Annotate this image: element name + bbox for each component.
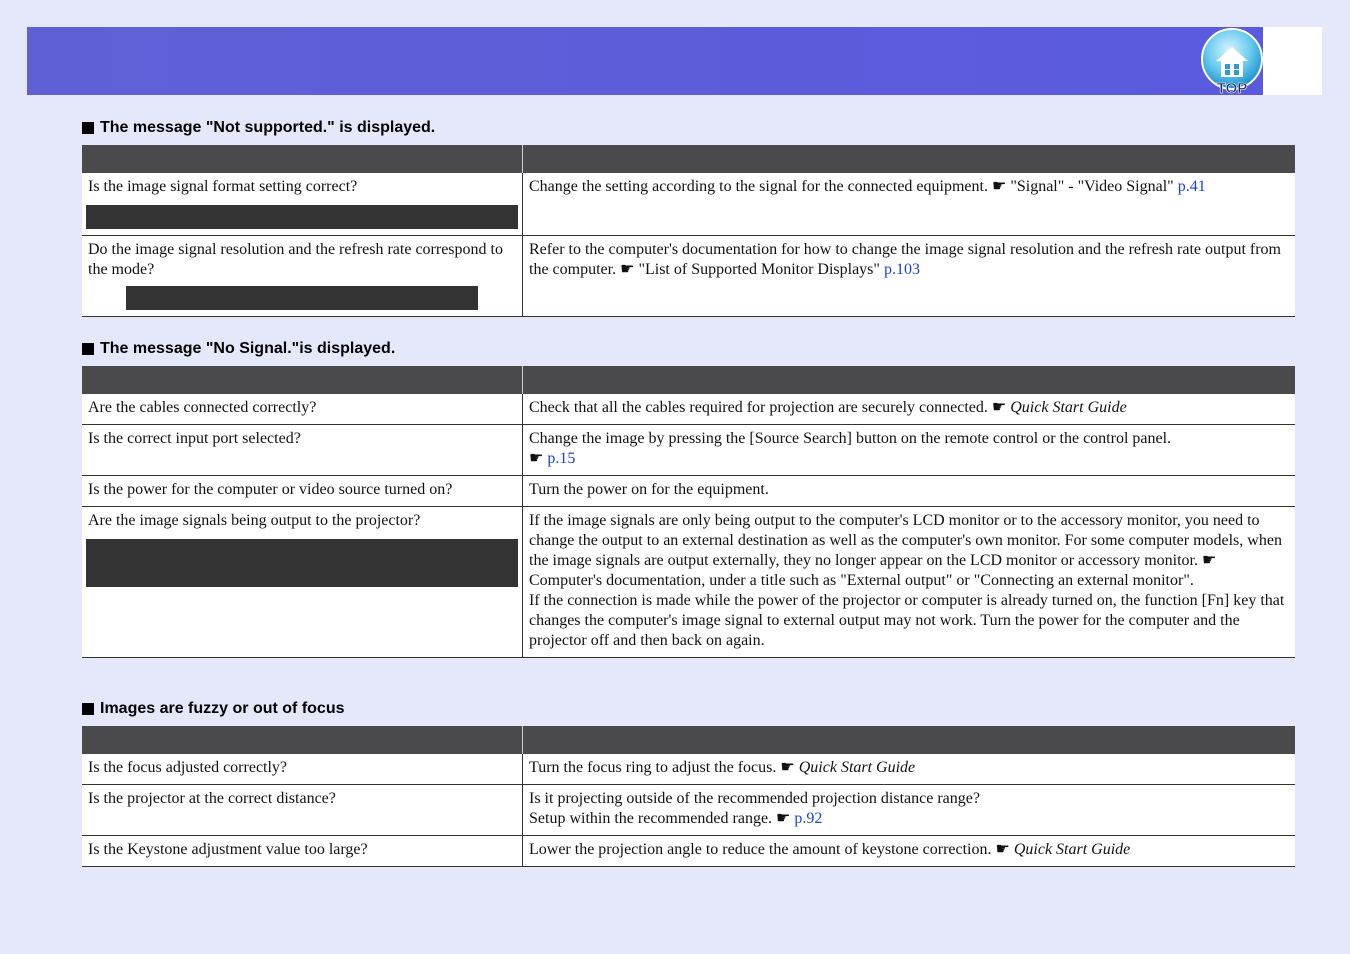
table-row (82, 754, 1295, 785)
section-title-not-supported (82, 119, 435, 137)
section-title-text: Images are fuzzy or out of focus (100, 700, 345, 717)
table-header-row (82, 145, 1295, 173)
check-cell (82, 785, 523, 836)
pointer-icon: ☛ (991, 178, 1007, 195)
check-text: Is the image signal format setting correct? (88, 178, 358, 195)
pointer-icon: ☛ (776, 810, 791, 827)
check-cell (82, 476, 523, 507)
remedy-reference: Computer's documentation, under a title such as "External output" or "Connecting an external monitor". (529, 572, 1194, 589)
section-title-fuzzy (82, 700, 344, 718)
pointer-icon: ☛ (995, 841, 1010, 858)
table-row (82, 173, 1295, 236)
note-bar (86, 205, 518, 229)
table-row (82, 836, 1295, 867)
page-link[interactable]: p.103 (883, 261, 920, 278)
remedy-text: Is it projecting outside of the recommended projection distance range? (529, 790, 980, 807)
remedy-text: Refer to the computer's documentation for how to change the image signal resolution and the refresh rate output from the computer. (529, 241, 1281, 278)
check-text: Is the correct input port selected? (88, 430, 301, 447)
guide-reference: Quick Start Guide (798, 759, 916, 776)
table-row (82, 476, 1295, 507)
check-text: Is the power for the computer or video source turned on? (88, 481, 453, 498)
note-bar (86, 539, 518, 587)
table-row (82, 507, 1295, 658)
square-bullet-icon (82, 703, 94, 715)
page-link[interactable]: p.92 (794, 810, 823, 827)
top-button[interactable] (1200, 27, 1264, 95)
remedy-cell (523, 836, 1296, 867)
table-fuzzy (82, 726, 1295, 867)
header-band (27, 27, 1263, 95)
square-bullet-icon (82, 343, 94, 355)
remedy-text: Turn the power on for the equipment. (529, 481, 769, 498)
remedy-text-extra: If the connection is made while the power of the projector or computer is already turned on, the function [Fn] key that changes the computer's image signal to external output may not work. Turn the power for the computer and the projector off and then back on again. (529, 592, 1285, 649)
remedy-text: Change the setting according to the signal for the connected equipment. (529, 178, 992, 195)
check-cell (82, 754, 523, 785)
remedy-cell (523, 425, 1296, 476)
check-cell (82, 394, 523, 425)
remedy-reference: "List of Supported Monitor Displays" (638, 261, 884, 278)
header-cell-check (82, 145, 523, 173)
top-house-icon (1200, 27, 1264, 95)
check-text: Is the focus adjusted correctly? (88, 759, 288, 776)
section-title-text: The message "Not supported." is displayed. (100, 119, 436, 136)
remedy-cell (523, 754, 1296, 785)
header-cell-remedy (523, 145, 1296, 173)
remedy-reference: "Signal" - "Video Signal" (1010, 178, 1178, 195)
pointer-icon: ☛ (529, 450, 544, 467)
guide-reference: Quick Start Guide (1010, 399, 1127, 416)
table-not-supported (82, 145, 1295, 317)
header-cell-remedy (523, 366, 1296, 394)
remedy-cell (523, 785, 1296, 836)
check-cell (82, 836, 523, 867)
check-text: Are the image signals being output to the projector? (88, 512, 421, 529)
table-header-row (82, 366, 1295, 394)
remedy-text: Lower the projection angle to reduce the amount of keystone correction. (529, 841, 996, 858)
pointer-icon: ☛ (1202, 552, 1217, 569)
remedy-cell (523, 476, 1296, 507)
remedy-text-extra: Setup within the recommended range. (529, 810, 777, 827)
table-row (82, 236, 1295, 317)
check-cell (82, 425, 523, 476)
header-cell-remedy (523, 726, 1296, 754)
guide-reference: Quick Start Guide (1013, 841, 1131, 858)
check-cell (82, 507, 523, 658)
remedy-cell (523, 507, 1296, 658)
table-header-row (82, 726, 1295, 754)
check-cell (82, 236, 523, 317)
note-bar (126, 286, 478, 310)
header-cell-check (82, 726, 523, 754)
page-link[interactable]: p.15 (547, 450, 576, 467)
remedy-text: Turn the focus ring to adjust the focus. (529, 759, 781, 776)
check-text: Is the projector at the correct distance? (88, 790, 336, 807)
remedy-cell (523, 394, 1296, 425)
section-title-no-signal (82, 340, 395, 358)
remedy-cell (523, 173, 1296, 236)
pointer-icon: ☛ (620, 261, 635, 278)
section-title-text: The message "No Signal."is displayed. (100, 340, 396, 357)
check-text: Is the Keystone adjustment value too large? (88, 841, 368, 858)
table-no-signal (82, 366, 1295, 658)
pointer-icon: ☛ (991, 399, 1007, 416)
remedy-text: If the image signals are only being output to the computer's LCD monitor or to the accessory monitor, you need to change the output to an external destination as well as the computer's own monitor. For some computer models, when the image signals are output externally, they no longer appear on the LCD monitor or accessory monitor. (529, 512, 1282, 569)
table-row (82, 394, 1295, 425)
remedy-cell (523, 236, 1296, 317)
remedy-text: Check that all the cables required for projection are securely connected. (529, 399, 992, 416)
remedy-text: Change the image by pressing the [Source Search] button on the remote control or the control panel. (529, 430, 1172, 447)
page-link[interactable]: p.41 (1177, 178, 1206, 195)
check-text: Are the cables connected correctly? (88, 399, 317, 416)
header-corner (1263, 27, 1322, 95)
top-label: TOP (1216, 80, 1248, 95)
check-text: Do the image signal resolution and the refresh rate correspond to the mode? (88, 241, 503, 278)
table-row (82, 785, 1295, 836)
check-cell (82, 173, 523, 236)
pointer-icon: ☛ (780, 759, 795, 776)
square-bullet-icon (82, 122, 94, 134)
header-cell-check (82, 366, 523, 394)
table-row (82, 425, 1295, 476)
